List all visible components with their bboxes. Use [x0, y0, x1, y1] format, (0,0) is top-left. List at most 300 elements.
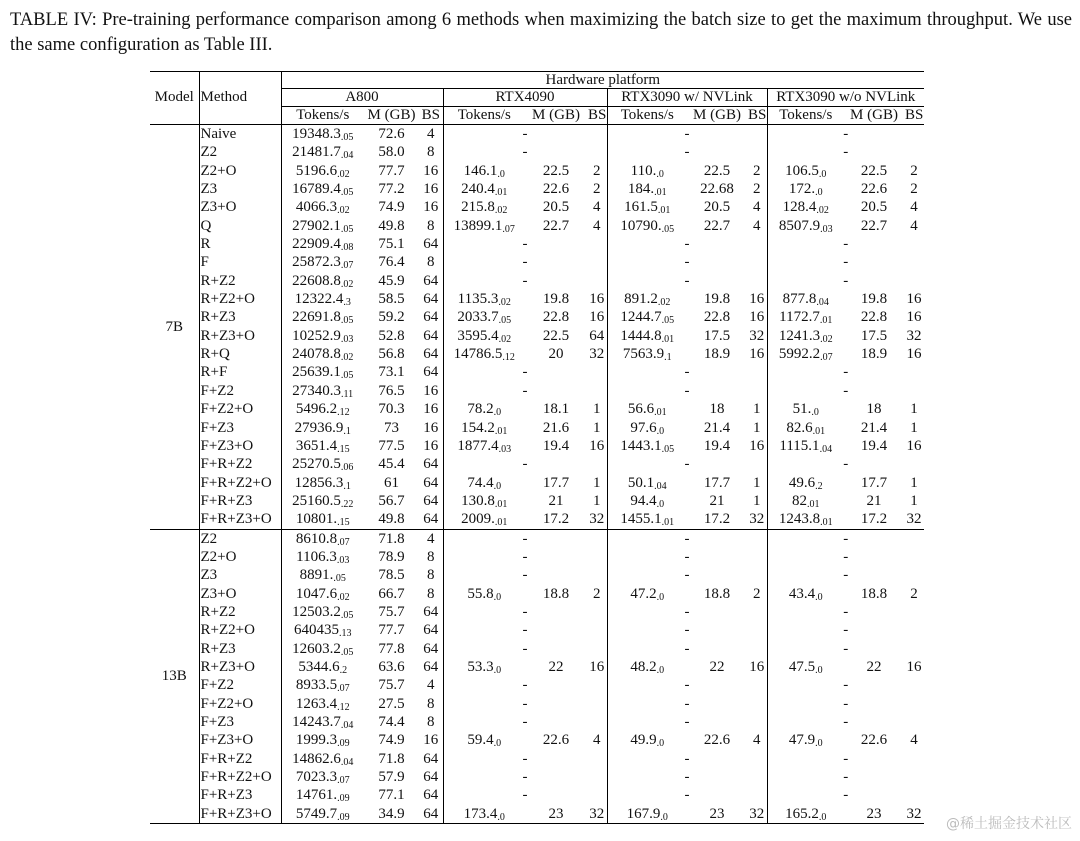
tokens-value: 877.8 [782, 291, 817, 308]
memory-cell: 22.8 [703, 309, 731, 326]
memory-cell: 20.5 [860, 199, 888, 216]
batch-size-cell: 64 [419, 658, 443, 676]
std-value: 03 [339, 554, 350, 566]
memory-cell: 18 [866, 401, 882, 418]
tokens-std [341, 132, 354, 143]
table-row [150, 529, 924, 548]
tokens-cell [281, 419, 364, 437]
empty-result-dash: - [443, 253, 607, 271]
std-decimal-point: . [343, 297, 346, 309]
tokens-std [815, 665, 823, 676]
tokens-cell [767, 327, 844, 345]
memory-cell: 21 [866, 492, 882, 509]
header-memory: M (GB) [687, 107, 747, 125]
std-decimal-point: . [337, 793, 340, 805]
tokens-std [341, 647, 354, 658]
batch-size-cell: 32 [587, 510, 607, 529]
memory-cell: 19.8 [860, 291, 888, 308]
std-value: 0 [821, 811, 827, 823]
batch-size-cell: 64 [419, 750, 443, 768]
batch-size-cell: 8 [419, 143, 443, 161]
memory-cell: 23 [866, 805, 882, 822]
tokens-cell [767, 290, 844, 308]
batch-size-cell: 1 [587, 492, 607, 510]
tokens-std [494, 592, 502, 603]
memory-cell: 17.2 [703, 511, 731, 528]
method-cell: Z2+O [199, 548, 281, 566]
tokens-std [498, 297, 511, 308]
std-decimal-point: . [340, 646, 344, 658]
std-value: 0 [817, 591, 823, 603]
memory-cell: 21.4 [860, 419, 888, 436]
std-decimal-point: . [494, 517, 498, 529]
std-value: 15 [339, 443, 350, 455]
std-decimal-point: . [820, 333, 823, 345]
tokens-std [495, 426, 508, 437]
memory-cell: 18.1 [542, 401, 570, 418]
std-decimal-point: . [818, 168, 822, 180]
memory-cell: 19.8 [703, 291, 731, 308]
table-row [150, 419, 924, 437]
table-row [150, 437, 924, 455]
header-row-hardware [150, 72, 924, 89]
tokens-value: 12603.2 [292, 640, 341, 657]
batch-size-cell: 64 [419, 492, 443, 510]
tokens-cell [281, 805, 364, 824]
method-cell: R+Q [199, 345, 281, 363]
std-decimal-point: . [657, 297, 661, 309]
method-cell: R+Z2+O [199, 290, 281, 308]
tokens-cell [281, 253, 364, 271]
memory-cell: 74.9 [378, 732, 405, 749]
std-decimal-point: . [340, 352, 344, 364]
std-value: 01 [660, 205, 671, 217]
header-memory: M (GB) [844, 107, 904, 125]
tokens-cell [281, 217, 364, 235]
table-row [150, 750, 924, 768]
batch-size-cell: 16 [747, 658, 767, 676]
batch-size-cell: 1 [587, 419, 607, 437]
tokens-value: 154.2 [461, 419, 495, 436]
std-decimal-point: . [494, 498, 498, 510]
tokens-cell [281, 327, 364, 345]
tokens-value: 173.4 [463, 805, 498, 822]
tokens-cell [281, 272, 364, 290]
method-cell: F+R+Z2 [199, 750, 281, 768]
tokens-std [813, 426, 826, 437]
batch-size-cell: 32 [747, 805, 767, 824]
empty-result-dash: - [843, 126, 849, 142]
tokens-value: 14243.7 [292, 714, 341, 730]
header-empty-model [150, 72, 199, 89]
std-decimal-point: . [337, 205, 340, 217]
memory-cell: 61 [384, 474, 399, 491]
header-platform-rtx3090-nvlink: RTX3090 w/ NVLink [607, 89, 767, 107]
std-decimal-point: . [340, 333, 344, 345]
batch-size-cell: 4 [419, 125, 443, 144]
memory-cell: 76.4 [378, 254, 405, 271]
table-body [150, 125, 924, 824]
batch-size-cell: 64 [419, 621, 443, 639]
batch-size-cell: 4 [910, 199, 918, 216]
empty-result-dash: - [607, 455, 767, 473]
empty-result-dash: - [607, 529, 767, 548]
tokens-value: 97.6 [630, 419, 657, 436]
std-value: 01 [664, 517, 675, 529]
tokens-value: 130.8 [461, 492, 495, 509]
tokens-value: 12856.3 [294, 474, 344, 491]
batch-size-cell: 16 [747, 345, 767, 363]
batch-size-cell: 1 [747, 474, 767, 492]
std-value: 05 [664, 223, 675, 235]
tokens-cell [281, 585, 364, 603]
tokens-value: 640435 [294, 622, 339, 639]
std-decimal-point: . [815, 591, 818, 603]
batch-size-cell: 16 [419, 437, 443, 455]
batch-size-cell: 4 [587, 198, 607, 216]
memory-cell: 21 [709, 492, 725, 509]
batch-size-cell: 32 [587, 345, 607, 363]
std-value: 05 [343, 187, 354, 199]
std-decimal-point: . [498, 315, 502, 327]
batch-size-cell: 2 [587, 585, 607, 603]
empty-result-dash: - [443, 548, 607, 566]
method-cell: Z3 [199, 566, 281, 584]
model-cell: 7B [150, 125, 199, 530]
memory-cell: 77.1 [378, 787, 405, 804]
empty-result-dash: - [843, 603, 849, 620]
std-decimal-point: . [819, 443, 823, 455]
tokens-cell [443, 400, 525, 418]
tokens-std [657, 665, 665, 676]
std-value: 15 [339, 517, 350, 529]
memory-cell: 19.4 [542, 437, 570, 454]
header-tokens: Tokens/s [607, 107, 687, 125]
method-cell: F+R+Z3 [199, 786, 281, 804]
tokens-cell [767, 180, 844, 198]
batch-size-cell: 4 [747, 198, 767, 216]
header-bs: BS [748, 107, 767, 123]
tokens-std [495, 187, 508, 198]
std-decimal-point: . [336, 554, 340, 566]
tokens-std [662, 224, 675, 235]
batch-size-cell: 1 [587, 400, 607, 418]
tokens-std [815, 481, 823, 492]
memory-cell: 45.4 [378, 456, 405, 473]
memory-cell: 21.6 [542, 419, 570, 436]
tokens-value: 2009. [461, 511, 495, 528]
method-cell: R [199, 235, 281, 253]
tokens-std [657, 592, 665, 603]
table-row [150, 548, 924, 566]
std-value: 02 [501, 333, 512, 345]
tokens-value: 22909.4 [292, 236, 341, 253]
tokens-cell [607, 198, 687, 216]
model-cell: 13B [150, 529, 199, 824]
std-value: 01 [809, 498, 820, 510]
tokens-cell [607, 345, 687, 363]
std-decimal-point: . [340, 462, 344, 474]
std-value: 02 [500, 297, 511, 309]
tokens-std [341, 370, 354, 381]
empty-result-dash: - [843, 567, 849, 584]
memory-cell: 22.8 [860, 309, 888, 326]
tokens-value: 4066.3 [295, 199, 338, 216]
empty-result-dash: - [843, 144, 849, 161]
batch-size-cell: 8 [419, 217, 443, 235]
batch-size-cell: 2 [910, 162, 918, 179]
empty-result-dash: - [607, 272, 767, 290]
table-row [150, 327, 924, 345]
batch-size-cell: 64 [419, 308, 443, 326]
method-cell: R+Z3+O [199, 327, 281, 345]
tokens-value: 25160.5 [292, 492, 341, 509]
table-row [150, 217, 924, 235]
tokens-value: 82.6 [786, 419, 813, 436]
std-decimal-point: . [494, 205, 498, 217]
std-value: 0 [659, 498, 665, 510]
tokens-value: 27340.3 [292, 382, 342, 399]
memory-cell: 19.4 [860, 437, 888, 454]
std-decimal-point: . [337, 443, 340, 455]
tokens-std [497, 169, 505, 180]
memory-cell: 63.6 [378, 658, 405, 675]
header-model: Model [150, 89, 199, 107]
table-row [150, 676, 924, 694]
method-cell: F+R+Z2+O [199, 768, 281, 786]
tokens-cell [767, 492, 844, 510]
memory-cell: 18 [709, 401, 725, 418]
std-decimal-point: . [818, 811, 822, 823]
tokens-value: 1444.8 [620, 327, 662, 344]
tokens-cell [443, 492, 525, 510]
std-value: 0 [817, 738, 823, 750]
batch-size-cell: 16 [419, 162, 443, 180]
std-value: 02 [497, 205, 508, 217]
tokens-std [820, 444, 833, 455]
std-decimal-point: . [498, 443, 502, 455]
tokens-std [654, 407, 667, 418]
header-tokens: Tokens/s [281, 107, 364, 125]
tokens-value: 50.1 [627, 474, 655, 491]
memory-cell: 17.2 [542, 511, 570, 528]
memory-cell: 17.7 [542, 474, 570, 491]
std-value: 02 [818, 205, 829, 217]
tokens-value: 13899.1 [453, 217, 503, 234]
method-cell: F+R+Z2+O [199, 474, 281, 492]
std-decimal-point: . [343, 480, 346, 492]
method-cell: F [199, 253, 281, 271]
tokens-std [494, 665, 502, 676]
batch-size-cell: 16 [587, 308, 607, 326]
batch-size-cell: 16 [747, 308, 767, 326]
tokens-std [337, 169, 350, 180]
memory-cell: 22.5 [860, 162, 888, 179]
header-bs: BS [419, 107, 443, 125]
tokens-cell [443, 327, 525, 345]
tokens-std [499, 334, 512, 345]
tokens-cell [443, 474, 525, 492]
batch-size-cell: 64 [419, 768, 443, 786]
tokens-cell [281, 676, 364, 694]
std-decimal-point: . [656, 425, 660, 437]
std-value: 01 [497, 425, 508, 437]
tokens-value: 240.4 [461, 181, 495, 198]
table-row [150, 731, 924, 749]
memory-cell: 71.8 [378, 530, 405, 547]
batch-size-cell: 8 [419, 548, 443, 566]
empty-result-dash: - [607, 603, 767, 621]
batch-size-cell: 2 [587, 180, 607, 198]
tokens-std [341, 352, 354, 363]
std-value: 03 [343, 333, 354, 345]
empty-result-dash: - [443, 676, 607, 694]
std-value: 01 [497, 187, 508, 199]
tokens-cell [281, 529, 364, 548]
std-decimal-point: . [493, 738, 497, 750]
tokens-std [502, 352, 515, 363]
empty-result-dash: - [443, 713, 607, 731]
tokens-std [333, 573, 346, 584]
header-tokens: Tokens/s [767, 107, 844, 125]
header-platform-rtx4090: RTX4090 [443, 89, 607, 107]
header-row-platforms [150, 89, 924, 107]
std-value: 05 [335, 573, 346, 585]
tokens-value: 78.2 [467, 401, 494, 418]
memory-cell: 18.8 [703, 585, 731, 602]
tokens-cell [443, 217, 525, 235]
std-value: 0 [817, 664, 823, 676]
std-value: 1 [345, 425, 351, 437]
empty-result-dash: - [443, 455, 607, 473]
std-value: 0 [496, 591, 502, 603]
std-decimal-point: . [340, 609, 344, 621]
std-value: 09 [339, 738, 350, 750]
tokens-value: 3595.4 [457, 327, 499, 344]
tokens-cell [281, 143, 364, 161]
std-value: 02 [660, 297, 671, 309]
batch-size-cell: 64 [419, 455, 443, 473]
batch-size-cell: 4 [910, 732, 918, 749]
method-cell: Z2+O [199, 162, 281, 180]
tokens-cell [607, 290, 687, 308]
tokens-cell [281, 768, 364, 786]
batch-size-cell: 4 [419, 529, 443, 548]
batch-size-cell: 2 [747, 180, 767, 198]
memory-cell: 19.4 [703, 437, 731, 454]
std-decimal-point: . [337, 517, 340, 529]
empty-result-dash: - [607, 640, 767, 658]
empty-result-dash: - [443, 768, 607, 786]
batch-size-cell: 64 [419, 272, 443, 290]
std-value: 05 [664, 443, 675, 455]
method-cell: F+Z2+O [199, 695, 281, 713]
batch-size-cell: 16 [419, 198, 443, 216]
std-decimal-point: . [337, 701, 340, 713]
batch-size-cell: 16 [587, 290, 607, 308]
tokens-value: 49.6 [788, 474, 816, 491]
memory-cell: 22.6 [860, 181, 888, 198]
batch-size-cell: 4 [587, 217, 607, 235]
tokens-std [664, 352, 672, 363]
batch-size-cell: 8 [419, 695, 443, 713]
table-row [150, 474, 924, 492]
tokens-cell [607, 217, 687, 235]
tokens-std [341, 757, 354, 768]
std-value: 07 [339, 536, 350, 548]
method-cell: R+Z2+O [199, 621, 281, 639]
empty-result-dash: - [843, 714, 849, 730]
tokens-value: 47.2 [630, 585, 657, 602]
table-row [150, 363, 924, 381]
std-value: 02 [343, 352, 354, 364]
memory-cell: 22.5 [703, 162, 731, 179]
tokens-cell [281, 345, 364, 363]
empty-result-dash: - [443, 235, 607, 253]
std-decimal-point: . [656, 738, 660, 750]
std-decimal-point: . [340, 260, 344, 272]
header-method: Method [199, 89, 281, 107]
std-decimal-point: . [816, 297, 819, 309]
std-decimal-point: . [493, 591, 497, 603]
tokens-value: 1263.4 [295, 695, 338, 712]
tokens-cell [767, 731, 844, 749]
batch-size-cell: 32 [747, 510, 767, 529]
memory-cell: 18.9 [860, 346, 888, 363]
std-value: 01 [497, 498, 508, 510]
method-cell: F+Z3+O [199, 731, 281, 749]
method-cell: Z3+O [199, 585, 281, 603]
std-decimal-point: . [493, 407, 497, 419]
tokens-std [820, 315, 833, 326]
tokens-std [820, 334, 833, 345]
tokens-std [341, 279, 354, 290]
tokens-std [337, 683, 350, 694]
table-row [150, 768, 924, 786]
tokens-value: 891.2 [624, 291, 658, 308]
tokens-cell [443, 419, 525, 437]
tokens-cell [281, 750, 364, 768]
tokens-value: 8891. [299, 567, 334, 584]
memory-cell: 18.9 [703, 346, 731, 363]
tokens-std [337, 812, 350, 823]
memory-cell: 78.5 [378, 567, 405, 584]
std-value: 01 [656, 407, 667, 419]
batch-size-cell: 32 [906, 511, 922, 528]
tokens-value: 25270.5 [292, 456, 341, 473]
batch-size-cell: 32 [747, 327, 767, 345]
memory-cell: 17.2 [860, 511, 888, 528]
tokens-cell [281, 786, 364, 804]
method-cell: F+R+Z3 [199, 492, 281, 510]
memory-cell: 20.5 [542, 199, 570, 216]
std-value: 07 [339, 683, 350, 695]
tokens-value: 128.4 [782, 199, 817, 216]
empty-result-dash: - [843, 382, 849, 399]
tokens-value: 48.2 [630, 658, 657, 675]
method-cell: R+Z3 [199, 640, 281, 658]
tokens-value: 22608.8 [292, 272, 341, 289]
tokens-cell [767, 198, 844, 216]
tokens-cell [607, 731, 687, 749]
std-value: 01 [822, 315, 833, 327]
tokens-std [494, 481, 502, 492]
method-cell: F+Z2 [199, 382, 281, 400]
table-row [150, 400, 924, 418]
batch-size-cell: 4 [419, 676, 443, 694]
tokens-std [341, 462, 354, 473]
std-decimal-point: . [661, 223, 665, 235]
